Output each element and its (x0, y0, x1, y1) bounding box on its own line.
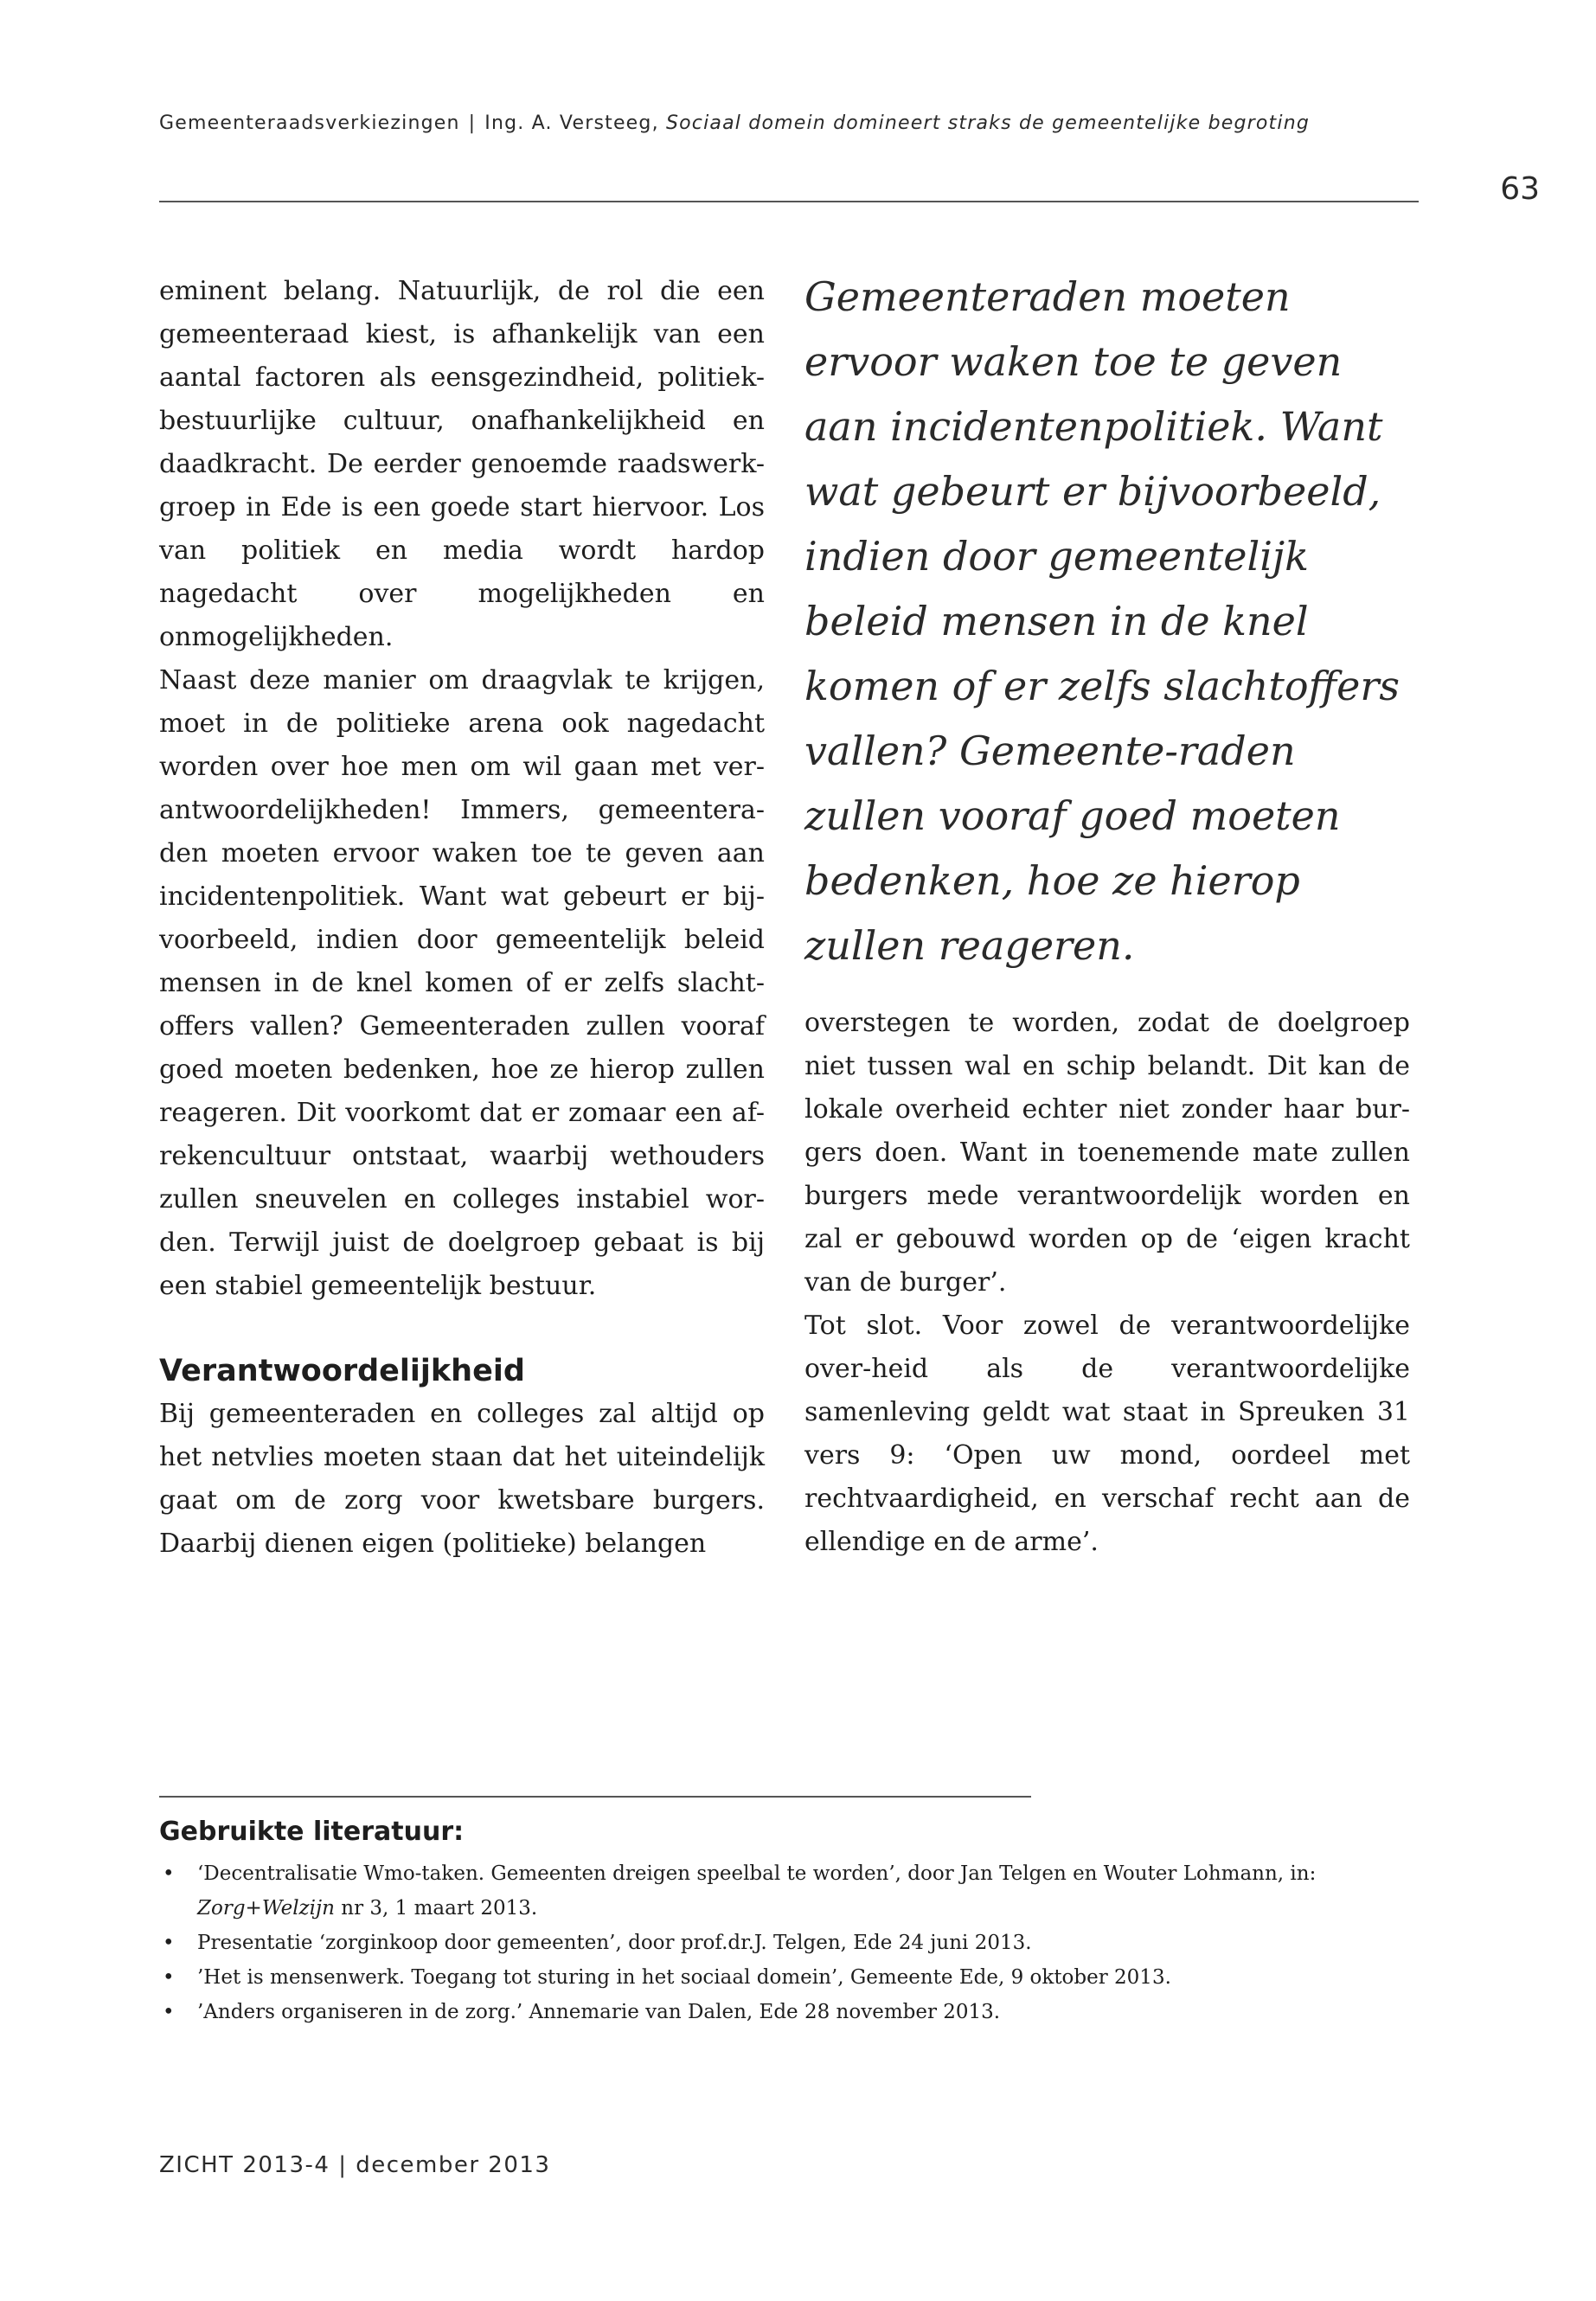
running-head-separator: | (468, 112, 477, 134)
literature-heading: Gebruikte literatuur: (159, 1817, 465, 1847)
literature-section (159, 1815, 1419, 2029)
literature-item: • Presentatie ‘zorginkoop door gemeenten’, door prof.dr.J. Telgen, Ede 24 juni 2013. (159, 1926, 1419, 1960)
body-paragraph: Tot slot. Voor zowel de verantwoordelijke over-heid als de verantwoordelijke samenleving geldt wat staat in Spreuken 31 vers 9: ‘Open uw mond, oordeel met rechtvaardigheid, en verschaf recht aan de ellendige en de arme’. (804, 1311, 1410, 1557)
page-number: 63 (1500, 171, 1540, 207)
body-paragraph: Naast deze manier om draagvlak te krijgen, moet in de politieke arena ook nagedacht worden over hoe men om wil gaan met ver-antwoordelijkheden! Immers, gemeentera-den moeten ervoor waken toe te geven aan incidentenpolitiek. Want wat gebeurt er bij-voorbeeld, indien door gemeentelijk beleid mensen in de knel komen of er zelfs slacht-offers vallen? Gemeenteraden zullen vooraf goed moeten bedenken, hoe ze hierop zullen reageren. Dit voorkomt dat er zomaar een af-rekencultuur ontstaat, waarbij wethouders zullen sneuvelen en colleges instabiel wor-den. Terwijl juist de doelgroep gebaat is bij een stabiel gemeentelijk bestuur. (159, 665, 765, 1301)
literature-item (159, 1856, 1419, 1926)
page-footer: ZICHT 2013-4 | december 2013 (159, 2152, 551, 2178)
literature-item: • ’Het is mensenwerk. Toegang tot sturing in het sociaal domein’, Gemeente Ede, 9 oktober 2013. (159, 1960, 1419, 1995)
running-head-author: Ing. A. Versteeg, (484, 112, 659, 134)
section-heading: Verantwoordelijkheid (159, 1354, 525, 1388)
body-paragraph: eminent belang. Natuurlijk, de rol die een gemeenteraad kiest, is afhankelijk van een aantal factoren als eensgezindheid, politiek-bestuurlijke cultuur, onafhankelijkheid en daadkracht. De eerder genoemde raadswerk-groep in Ede is een goede start hiervoor. Los van politiek en media wordt hardop nagedacht over mogelijkheden en onmogelijkheden. (159, 276, 765, 652)
running-head (159, 112, 1413, 134)
literature-divider (159, 1796, 1031, 1798)
left-column (159, 270, 765, 1566)
literature-issue: nr 3, 1 maart 2013. (341, 1897, 538, 1920)
literature-journal: Zorg+Welzijn (197, 1897, 335, 1920)
body-paragraph: overstegen te worden, zodat de doelgroep niet tussen wal en schip belandt. Dit kan de lokale overheid echter niet zonder haar bur-gers doen. Want in toenemende mate zullen burgers mede verantwoordelijk worden en zal er gebouwd worden op de ‘eigen kracht van de burger’. (804, 1008, 1410, 1298)
header-divider (159, 201, 1419, 202)
right-column (804, 1002, 1410, 1564)
literature-list (159, 1856, 1419, 2029)
literature-item: • ’Anders organiseren in de zorg.’ Annemarie van Dalen, Ede 28 november 2013. (159, 1995, 1419, 2029)
pull-quote: Gemeenteraden moeten ervoor waken toe te geven aan incidentenpolitiek. Want wat gebeurt er bijvoorbeeld, indien door gemeentelijk beleid mensen in de knel komen of er zelfs slachtoffers vallen? Gemeente-raden zullen vooraf goed moeten bedenken, hoe ze hierop zullen reageren. (804, 273, 1400, 969)
running-head-article-title: Sociaal domein domineert straks de gemeentelijke begroting (665, 112, 1311, 134)
literature-item-text: ‘Decentralisatie Wmo-taken. Gemeenten dreigen speelbal te worden’, door Jan Telgen en Wouter Lohmann, in: (197, 1862, 1317, 1885)
body-paragraph: Bij gemeenteraden en colleges zal altijd op het netvlies moeten staan dat het uiteindelijk gaat om de zorg voor kwetsbare burgers. Daarbij dienen eigen (politieke) belangen (159, 1399, 765, 1559)
running-head-section: Gemeenteraadsverkiezingen (159, 112, 460, 134)
